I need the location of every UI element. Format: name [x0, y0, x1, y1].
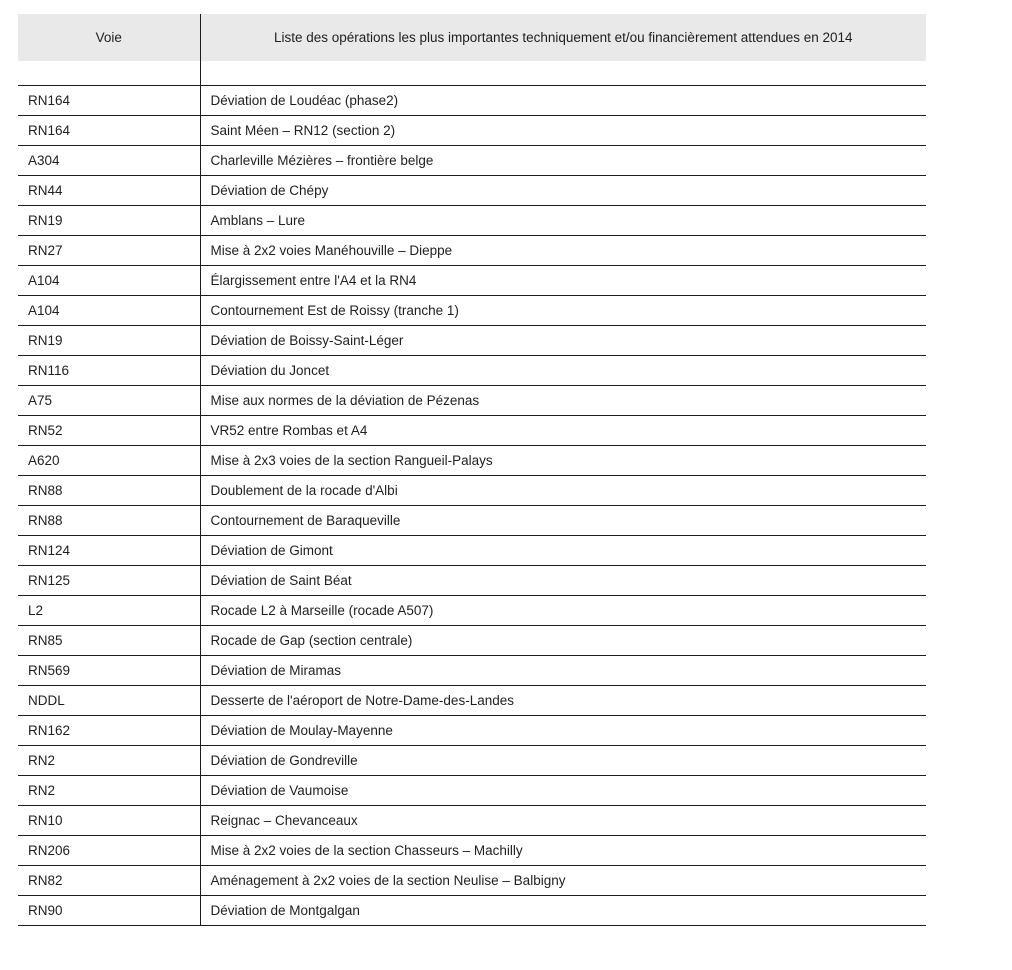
table-row: [18, 265, 926, 295]
table-row: [18, 475, 926, 505]
operation-cell: Contournement de Baraqueville: [200, 505, 926, 535]
table-row: [18, 535, 926, 565]
operation-cell: Déviation de Chépy: [200, 175, 926, 205]
voie-cell: RN125: [18, 565, 200, 595]
voie-header-label: Voie: [18, 14, 200, 61]
operation-cell: Mise à 2x2 voies Manéhouville – Dieppe: [200, 235, 926, 265]
voie-cell: RN88: [18, 505, 200, 535]
voie-cell: RN88: [18, 475, 200, 505]
voie-cell: RN164: [18, 85, 200, 115]
voie-cell: A104: [18, 295, 200, 325]
operation-cell: Déviation de Montgalgan: [200, 895, 926, 925]
operation-cell: Saint Méen – RN12 (section 2): [200, 115, 926, 145]
table-header: [18, 14, 926, 85]
voie-cell: RN19: [18, 325, 200, 355]
voie-cell: RN124: [18, 535, 200, 565]
table-row: [18, 235, 926, 265]
operation-cell: Desserte de l'aéroport de Notre-Dame-des-Landes: [200, 685, 926, 715]
table-row: [18, 595, 926, 625]
voie-cell: RN116: [18, 355, 200, 385]
table-row: [18, 175, 926, 205]
operation-cell: Déviation du Joncet: [200, 355, 926, 385]
table-row: [18, 625, 926, 655]
table-row: [18, 325, 926, 355]
table-row: [18, 685, 926, 715]
voie-cell: RN82: [18, 865, 200, 895]
voie-header-cell: [18, 14, 200, 85]
voie-cell: RN206: [18, 835, 200, 865]
voie-cell: RN44: [18, 175, 200, 205]
operation-cell: Doublement de la rocade d'Albi: [200, 475, 926, 505]
voie-cell: RN2: [18, 745, 200, 775]
operation-cell: Déviation de Saint Béat: [200, 565, 926, 595]
voie-cell: A620: [18, 445, 200, 475]
table-row: [18, 655, 926, 685]
voie-cell: RN52: [18, 415, 200, 445]
table-row: [18, 835, 926, 865]
operations-header-label: Liste des opérations les plus importantes techniquement et/ou financièrement attendues en 2014: [201, 14, 927, 61]
table-row: [18, 295, 926, 325]
table-row: [18, 85, 926, 115]
voie-cell: NDDL: [18, 685, 200, 715]
voie-cell: RN10: [18, 805, 200, 835]
operations-header-cell: [200, 14, 926, 85]
voie-cell: RN85: [18, 625, 200, 655]
table-row: [18, 145, 926, 175]
operation-cell: Contournement Est de Roissy (tranche 1): [200, 295, 926, 325]
table-row: [18, 565, 926, 595]
voie-cell: A304: [18, 145, 200, 175]
operation-cell: Déviation de Vaumoise: [200, 775, 926, 805]
table-row: [18, 355, 926, 385]
table-row: [18, 865, 926, 895]
operation-cell: Déviation de Gimont: [200, 535, 926, 565]
voie-cell: A104: [18, 265, 200, 295]
table-row: [18, 775, 926, 805]
operation-cell: Déviation de Moulay-Mayenne: [200, 715, 926, 745]
table-row: [18, 805, 926, 835]
voie-cell: RN162: [18, 715, 200, 745]
operation-cell: Déviation de Miramas: [200, 655, 926, 685]
operation-cell: Amblans – Lure: [200, 205, 926, 235]
operation-cell: Mise aux normes de la déviation de Pézenas: [200, 385, 926, 415]
operation-cell: VR52 entre Rombas et A4: [200, 415, 926, 445]
operation-cell: Rocade de Gap (section centrale): [200, 625, 926, 655]
voie-cell: A75: [18, 385, 200, 415]
voie-cell: RN90: [18, 895, 200, 925]
operation-cell: Mise à 2x3 voies de la section Rangueil-Palays: [200, 445, 926, 475]
operation-cell: Élargissement entre l'A4 et la RN4: [200, 265, 926, 295]
table-row: [18, 505, 926, 535]
operation-cell: Aménagement à 2x2 voies de la section Neulise – Balbigny: [200, 865, 926, 895]
operation-cell: Déviation de Gondreville: [200, 745, 926, 775]
table-row: [18, 115, 926, 145]
table-row: [18, 205, 926, 235]
voie-cell: RN19: [18, 205, 200, 235]
operation-cell: Déviation de Loudéac (phase2): [200, 85, 926, 115]
header-row: [18, 14, 926, 85]
operations-table-container: [18, 14, 926, 926]
table-body: [18, 85, 926, 925]
voie-cell: RN569: [18, 655, 200, 685]
table-row: [18, 895, 926, 925]
operation-cell: Mise à 2x2 voies de la section Chasseurs – Machilly: [200, 835, 926, 865]
voie-cell: L2: [18, 595, 200, 625]
operations-table: [18, 14, 926, 926]
table-row: [18, 415, 926, 445]
table-row: [18, 745, 926, 775]
table-row: [18, 715, 926, 745]
operation-cell: Rocade L2 à Marseille (rocade A507): [200, 595, 926, 625]
table-row: [18, 445, 926, 475]
voie-cell: RN2: [18, 775, 200, 805]
operation-cell: Charleville Mézières – frontière belge: [200, 145, 926, 175]
voie-cell: RN164: [18, 115, 200, 145]
table-row: [18, 385, 926, 415]
operation-cell: Reignac – Chevanceaux: [200, 805, 926, 835]
operation-cell: Déviation de Boissy-Saint-Léger: [200, 325, 926, 355]
voie-cell: RN27: [18, 235, 200, 265]
